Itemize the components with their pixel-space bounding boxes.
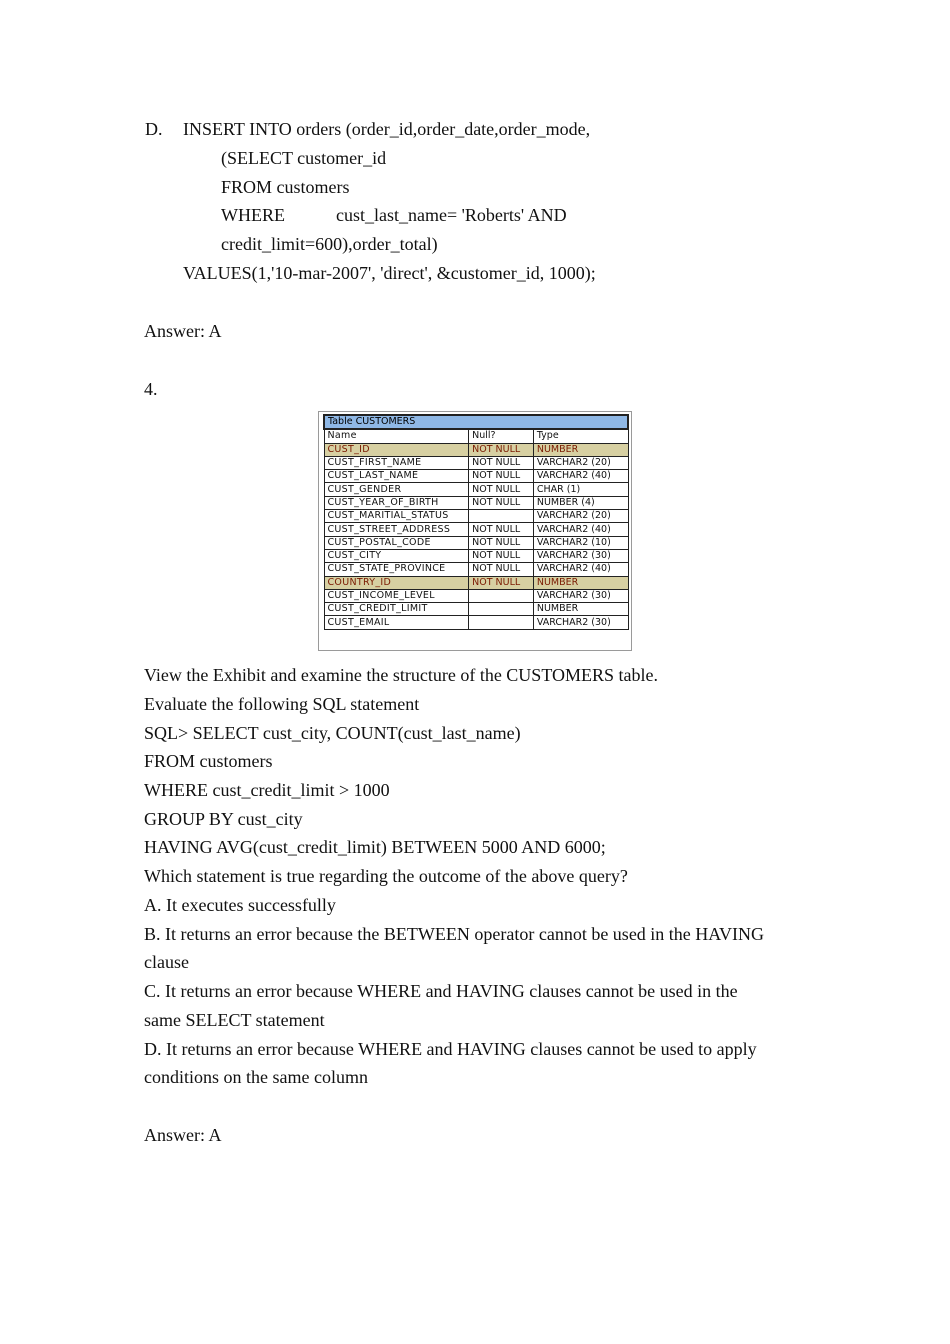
option-d-letter: D. [145,119,163,139]
answer-1: Answer: A [144,321,222,341]
option-d-line-3: FROM customers [221,177,350,197]
table-row [324,603,628,616]
column-null: NOT NULL [469,470,534,483]
table-row [324,576,628,589]
option-d-line-5: credit_limit=600),order_total) [221,234,438,254]
choice-b-line-1: B. It returns an error because the BETWEEN operator cannot be used in the HAVING [144,924,764,944]
column-type: VARCHAR2 (20) [533,510,628,523]
choice-a: A. It executes successfully [144,895,336,915]
sql-line-5: HAVING AVG(cust_credit_limit) BETWEEN 5000 AND 6000; [144,837,606,857]
exhibit-customers-table [318,411,632,651]
table-row [324,483,628,496]
column-name: CUST_EMAIL [324,616,469,629]
column-null: NOT NULL [469,443,534,456]
option-d-line-2: (SELECT customer_id [221,148,387,168]
column-type: NUMBER (4) [533,496,628,509]
column-type: VARCHAR2 (20) [533,456,628,469]
column-name: CUST_ID [324,443,469,456]
column-type: NUMBER [533,576,628,589]
table-row [324,496,628,509]
table-row [324,536,628,549]
table-row [324,523,628,536]
table-row [324,456,628,469]
column-null: NOT NULL [469,496,534,509]
column-type: VARCHAR2 (30) [533,616,628,629]
sql-line-3: WHERE cust_credit_limit > 1000 [144,780,390,800]
column-type: NUMBER [533,603,628,616]
choice-b-line-2: clause [144,952,189,972]
column-name: CUST_GENDER [324,483,469,496]
option-d-line-1: INSERT INTO orders (order_id,order_date,order_mode, [183,119,591,139]
column-name: CUST_CREDIT_LIMIT [324,603,469,616]
question-line-2: Evaluate the following SQL statement [144,694,420,714]
choice-d-line-2: conditions on the same column [144,1067,368,1087]
table-row [324,616,628,629]
exhibit-header-row [324,429,628,443]
option-d-line-4: WHERE [221,205,285,225]
column-type: CHAR (1) [533,483,628,496]
column-name: CUST_INCOME_LEVEL [324,589,469,602]
column-type: VARCHAR2 (30) [533,589,628,602]
column-null [469,510,534,523]
column-name: CUST_MARITIAL_STATUS [324,510,469,523]
sql-line-2: FROM customers [144,751,273,771]
choice-c-line-2: same SELECT statement [144,1010,325,1030]
exhibit-title-row [324,415,628,429]
table-row [324,470,628,483]
question-prompt: Which statement is true regarding the outcome of the above query? [144,866,628,886]
question-number: 4. [144,379,158,399]
customers-structure-table [323,414,629,630]
table-row [324,589,628,602]
column-null: NOT NULL [469,536,534,549]
option-d-line-4b: cust_last_name= 'Roberts' AND [336,205,567,225]
table-row [324,563,628,576]
header-name: Name [324,429,469,443]
table-row [324,443,628,456]
choice-d-line-1: D. It returns an error because WHERE and HAVING clauses cannot be used to apply [144,1039,757,1059]
table-row [324,510,628,523]
column-null [469,603,534,616]
option-d-line-6: VALUES(1,'10-mar-2007', 'direct', &customer_id, 1000); [183,263,596,283]
sql-line-4: GROUP BY cust_city [144,809,303,829]
header-type: Type [533,429,628,443]
column-null [469,589,534,602]
exhibit-title: Table CUSTOMERS [324,415,628,429]
column-name: CUST_STREET_ADDRESS [324,523,469,536]
sql-line-1: SQL> SELECT cust_city, COUNT(cust_last_name) [144,723,521,743]
table-row [324,549,628,562]
column-name: CUST_STATE_PROVINCE [324,563,469,576]
column-type: VARCHAR2 (10) [533,536,628,549]
column-null [469,616,534,629]
column-name: CUST_FIRST_NAME [324,456,469,469]
answer-2: Answer: A [144,1125,222,1145]
column-null: NOT NULL [469,563,534,576]
column-null: NOT NULL [469,456,534,469]
column-null: NOT NULL [469,576,534,589]
column-type: NUMBER [533,443,628,456]
header-null: Null? [469,429,534,443]
column-null: NOT NULL [469,523,534,536]
choice-c-line-1: C. It returns an error because WHERE and HAVING clauses cannot be used in the [144,981,738,1001]
column-type: VARCHAR2 (40) [533,563,628,576]
column-name: CUST_YEAR_OF_BIRTH [324,496,469,509]
column-null: NOT NULL [469,549,534,562]
column-type: VARCHAR2 (40) [533,523,628,536]
column-name: CUST_POSTAL_CODE [324,536,469,549]
column-type: VARCHAR2 (30) [533,549,628,562]
column-name: CUST_CITY [324,549,469,562]
column-type: VARCHAR2 (40) [533,470,628,483]
question-line-1: View the Exhibit and examine the structure of the CUSTOMERS table. [144,665,658,685]
column-name: COUNTRY_ID [324,576,469,589]
column-name: CUST_LAST_NAME [324,470,469,483]
column-null: NOT NULL [469,483,534,496]
